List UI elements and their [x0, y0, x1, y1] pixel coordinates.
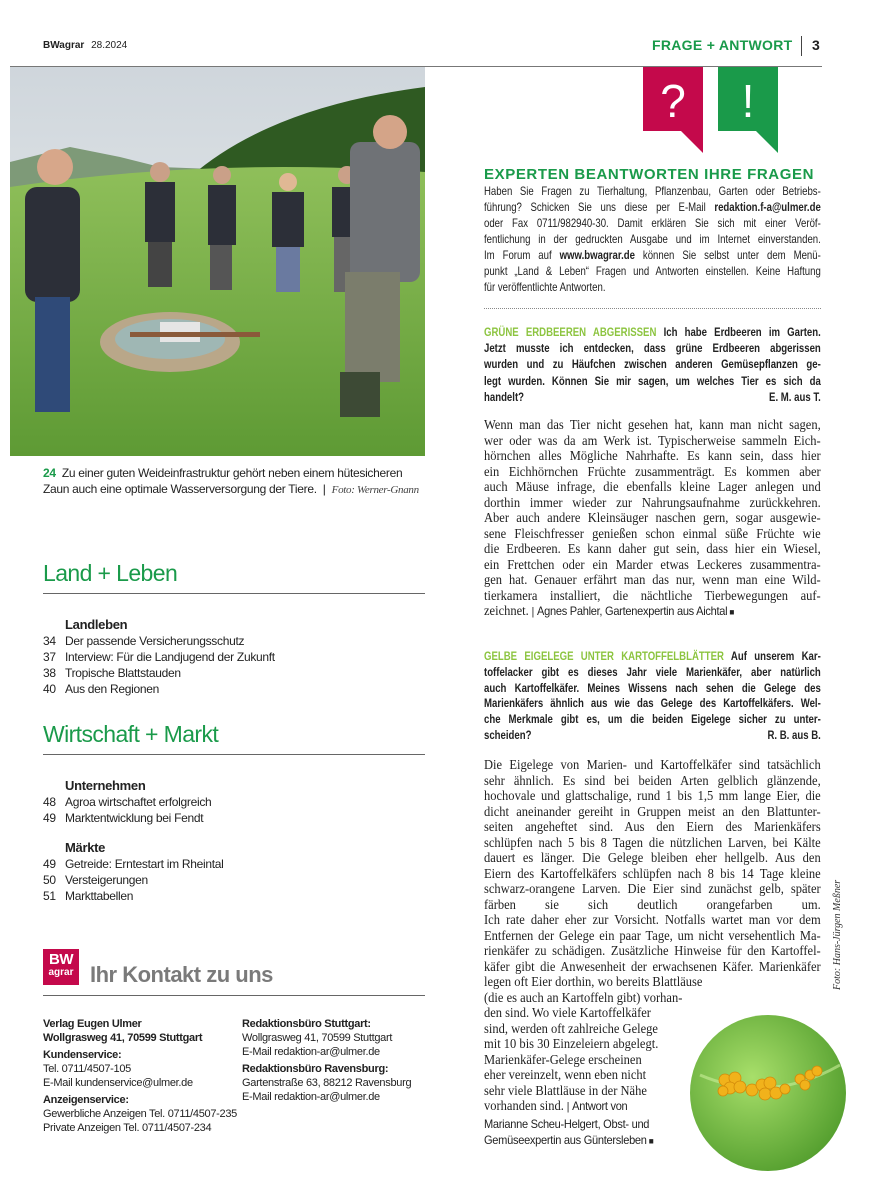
- toc-item[interactable]: [43, 633, 425, 649]
- contact-col-right: [242, 1017, 411, 1104]
- contact-col-left: [43, 1017, 237, 1135]
- intro-link[interactable]: www.bwagrar.de: [559, 248, 635, 262]
- contact-title: Ihr Kontakt zu uns: [90, 962, 273, 987]
- toc-section-title: Land + Leben: [43, 560, 178, 586]
- question-text: che Merkmale gibt es, um die beiden Eigelege sicher zu unter-: [484, 712, 821, 727]
- kundenservice-mail[interactable]: E-Mail kundenservice@ulmer.de: [43, 1077, 193, 1089]
- toc-section-rule: [43, 593, 425, 594]
- experts-heading: EXPERTEN BEANTWORTEN IHRE FRAGEN: [484, 166, 815, 183]
- toc-item-label: Interview: Für die Landjugend der Zukunft: [65, 650, 275, 664]
- text-line: den sind. Wo viele Kartoffelkäfer: [484, 1005, 651, 1020]
- text-line: [484, 681, 821, 697]
- answer-1: [484, 417, 821, 621]
- separator: |: [563, 1101, 573, 1113]
- text-line: gen hat. Genauer erfährt man das nur, wenn man eine Wild-: [484, 572, 821, 587]
- question-text: legt wurden. Können Sie mir sagen, um welches Tier es sich da: [484, 373, 821, 388]
- text-line: Eiern des Kartoffelkäfers schlüpfen nach 8 bis 14 Tage kleine: [484, 865, 821, 881]
- text-line: vorhanden sind. | Antwort von: [484, 1098, 628, 1113]
- intro-text: Im Forum auf: [484, 248, 560, 262]
- toc-page-number: 50: [43, 873, 56, 887]
- question-text: handelt?: [484, 389, 524, 404]
- intro-text: können Sie selbst unter dem Menü-: [634, 248, 821, 262]
- text-line: [484, 340, 821, 356]
- toc-item[interactable]: [43, 649, 425, 665]
- text-line: Wenn man das Tier nicht gesehen hat, kann man nicht sagen,: [484, 417, 821, 432]
- toc-item-label: Versteigerungen: [65, 873, 148, 887]
- toc-page-number: 40: [43, 682, 56, 696]
- text-line: (die es auch an Kartoffeln gibt) vorhan-: [484, 989, 683, 1005]
- text-line: hochovale und glattschalige, rund 1 bis 1,5 mm lange Eier, die: [484, 788, 821, 803]
- toc-page-number: 38: [43, 666, 56, 680]
- toc-item[interactable]: [43, 681, 425, 697]
- text-line: [484, 231, 821, 247]
- kundenservice-tel: Tel. 0711/4507-105: [43, 1063, 131, 1075]
- toc-item-label: Tropische Blattstauden: [65, 666, 181, 680]
- text-line: mit 10 bis 30 Einzeleiern abgelegt.: [484, 1036, 659, 1051]
- text-line: die Erdbeeren. Es kann daher gut sein, dass hier ein Wiesel,: [484, 541, 821, 556]
- text-line: schwarz-orangene Larven. Die Eier sind zunächst gelb, später: [484, 881, 821, 896]
- text-line: [484, 215, 821, 231]
- toc-group-heading: Unternehmen: [65, 778, 146, 793]
- text-line: Die Eigelege von Marien- und Kartoffelkäfer sind tatsächlich: [484, 757, 821, 772]
- text-line: wer oder was da am Werk ist. Typischerweise sammeln Eich-: [484, 432, 821, 448]
- separator: |: [528, 606, 538, 618]
- text-line: [484, 279, 821, 295]
- question-text: Jetzt musste ich entdecken, dass grüne Erdbeeren abgerissen: [484, 341, 821, 356]
- egg-photo-credit: Foto: Hans-Jürgen Meßner: [832, 879, 843, 990]
- publisher-address: Wollgrasweg 41, 70599 Stuttgart: [43, 1032, 203, 1044]
- question-2: [484, 649, 821, 744]
- question-text: Ich habe Erdbeeren im Garten.: [656, 325, 821, 339]
- table-of-contents: [43, 560, 425, 904]
- text-line: dorthin immer wieder zur Nahrungsaufnahme zurückkehren.: [484, 494, 821, 510]
- text-line: seiten angeheftet sind. Aus den Eiern des Marienkäfers: [484, 819, 821, 834]
- text-line: sehr ähnlich. Es sind bei beiden Arten gelblich glänzende,: [484, 772, 821, 788]
- caption-number: 24: [43, 466, 56, 480]
- logo-bw: BW: [49, 951, 73, 968]
- toc-section-title: Wirtschaft + Markt: [43, 721, 219, 747]
- pasture-photo: [10, 67, 425, 456]
- toc-page-number: 48: [43, 795, 56, 809]
- text-line: käfer gibt die Anwesenheit der erwachsenen Käfer. Marienkäfer: [484, 958, 821, 974]
- anzeigen-gewerblich: Gewerbliche Anzeigen Tel. 0711/4507-235: [43, 1108, 237, 1120]
- exclamation-bubble-icon: [718, 67, 780, 153]
- text-line: Marienkäfer-Gelege erscheinen: [484, 1051, 642, 1067]
- toc-page-number: 34: [43, 634, 56, 648]
- text-line: rienkäfer zu schädigen. Zusätzliche Hinweise für den Kartoffel-: [484, 943, 821, 958]
- experts-intro: [484, 183, 821, 295]
- text-line: [484, 356, 821, 372]
- asker: E. M. aus T.: [769, 389, 821, 404]
- bwagrar-logo: [43, 949, 79, 985]
- intro-text: führung? Schicken Sie uns diese per E-Mail: [484, 200, 715, 214]
- question-text: Auf unserem Kar-: [723, 649, 821, 663]
- toc-page-number: 49: [43, 811, 56, 825]
- stuttgart-address: Wollgrasweg 41, 70599 Stuttgart: [242, 1032, 393, 1044]
- text-line: hörnchen alles Mögliche Nahrhafte. Es kann sein, dass hier: [484, 448, 821, 463]
- intro-text: für veröffentlichte Antworten.: [484, 280, 606, 294]
- toc-item[interactable]: [43, 794, 425, 810]
- answer-signature: Gemüseexpertin aus Güntersleben: [484, 1133, 647, 1147]
- text-line: tierkamera installiert, die nächtliche Tierbewegungen auf-: [484, 587, 821, 603]
- toc-item-label: Getreide: Erntestart im Rheintal: [65, 857, 224, 871]
- toc-page-number: 49: [43, 857, 56, 871]
- question-text: toffelacker gibt es dieses Jahr viele Marienkäfer, aber natürlich: [484, 664, 821, 679]
- text-line: zeichnet. | Agnes Pahler, Gartenexpertin aus Aichtal ■: [484, 603, 735, 618]
- text-line: [484, 728, 821, 744]
- ravensburg-address: Gartenstraße 63, 88212 Ravensburg: [242, 1077, 412, 1089]
- text-line: ein Frettchen oder ein Marder etwas Leckeres zusammentra-: [484, 556, 821, 572]
- logo-agrar: agrar: [48, 967, 74, 978]
- photo-credit: Foto: Werner-Gnann: [331, 484, 419, 496]
- dotted-divider: [484, 308, 821, 309]
- text-line: [484, 665, 821, 681]
- toc-section-rule: [43, 754, 425, 755]
- text-line: dicht aneinander gereiht in Gruppen meist an den Blattunter-: [484, 803, 821, 819]
- asker: R. B. aus B.: [767, 727, 821, 742]
- question-topic: GRÜNE ERDBEEREN ABGERISSEN: [484, 325, 657, 339]
- question-text: auch Kartoffelkäfer. Meines Wissens nach sehen die Gelege des: [484, 680, 821, 695]
- section-label: FRAGE + ANTWORT: [652, 37, 793, 53]
- intro-text: punkt „Land & Leben“ Fragen und Antworten einstellen. Keine Haftung: [484, 264, 821, 278]
- photo-caption: 24 Zu einer guten Weideinfrastruktur gehört neben einem hütesicheren Zaun auch eine optimale Wasserversorgung der Tiere. | Foto: Werner-Gnann: [43, 466, 419, 496]
- toc-item[interactable]: [43, 888, 425, 904]
- question-text: Marienkäfers ähnlich aus wie das Gelege des Kartoffelkäfers. Wel-: [484, 696, 821, 711]
- toc-item[interactable]: [43, 665, 425, 681]
- intro-link[interactable]: redaktion.f-a@ulmer.de: [714, 200, 821, 214]
- caption-text: Zu einer guten Weideinfrastruktur gehört neben einem hütesicheren Zaun auch eine optimale Wasserversorgung der Tiere.: [43, 466, 403, 496]
- text-line: Entfernen der Gelege ein paar Tage, um nicht versehentlich Ma-: [484, 927, 821, 943]
- text-line: sind, werden oft zahlreiche Gelege: [484, 1020, 658, 1036]
- contact-rule: [43, 995, 425, 996]
- anzeigen-privat: Private Anzeigen Tel. 0711/4507-234: [43, 1122, 212, 1134]
- text-line: [484, 324, 821, 340]
- text-line: [484, 712, 821, 728]
- answer-signature: Marianne Scheu-Helgert, Obst- und: [484, 1116, 650, 1131]
- toc-item-label: Markttabellen: [65, 889, 134, 903]
- question-1: [484, 324, 821, 405]
- text-line: [484, 649, 821, 665]
- toc-page-number: 51: [43, 889, 56, 903]
- intro-text: fentlichung in der gedruckten Ausgabe und im Internet einverstanden.: [484, 232, 821, 246]
- header-divider: [801, 36, 802, 56]
- answer-signature: Agnes Pahler, Gartenexpertin aus Aichtal: [537, 604, 728, 618]
- question-text: scheiden?: [484, 727, 532, 742]
- ravensburg-mail[interactable]: E-Mail redaktion-ar@ulmer.de: [242, 1091, 380, 1103]
- toc-item-label: Agroa wirtschaftet erfolgreich: [65, 795, 212, 809]
- text-line: [484, 199, 821, 215]
- text-line: auch Mäuse infrage, die ebenfalls kleine Lager anlegen und: [484, 479, 821, 494]
- text-line: ein Eichhörnchen Früchte zusammenträgt. Es kommen aber: [484, 463, 821, 479]
- text-line: sehr viele Blattläuse in der Nähe: [484, 1082, 647, 1098]
- text-line: [484, 373, 821, 389]
- egg-clutch-photo: [690, 1015, 846, 1171]
- question-topic: GELBE EIGELEGE UNTER KARTOFFELBLÄTTER: [484, 649, 724, 663]
- toc-group-heading: Märkte: [65, 840, 106, 855]
- stuttgart-label: Redaktionsbüro Stuttgart:: [242, 1018, 371, 1030]
- text-line: legen oft Eier dorthin, wo bereits Blattläuse: [484, 974, 703, 989]
- end-mark-icon: ■: [646, 1136, 654, 1146]
- toc-group-heading: Landleben: [65, 617, 128, 632]
- text-line: schlüpfen nach 5 bis 8 Tagen die nützlichen Larven, bei Kälte: [484, 834, 821, 850]
- text-line: eher vereinzelt, wenn eben nicht: [484, 1067, 647, 1082]
- question-bubble-icon: [643, 67, 705, 153]
- toc-page-number: 37: [43, 650, 56, 664]
- toc-item-label: Marktentwicklung bei Fendt: [65, 811, 204, 825]
- toc-item[interactable]: [43, 810, 425, 826]
- toc-item[interactable]: [43, 872, 425, 888]
- text-line: [484, 247, 821, 263]
- text-line: [484, 183, 821, 199]
- exclamation-mark: !: [741, 75, 755, 127]
- text-line: Ich rate daher eher zur Vorsicht. Notfalls wartet man vor dem: [484, 912, 821, 927]
- question-mark: ?: [660, 75, 686, 127]
- text-line: [484, 696, 821, 712]
- text-line: färben sie sich deutlich orangefarben um.: [484, 896, 821, 912]
- end-mark-icon: ■: [727, 607, 735, 617]
- toc-item-label: Aus den Regionen: [65, 682, 159, 696]
- brand-name: BWagrar: [43, 40, 85, 51]
- intro-text: Haben Sie Fragen zu Tierhaltung, Pflanzenbau, Garten oder Betriebs-: [484, 184, 821, 198]
- toc-item-label: Der passende Versicherungsschutz: [65, 634, 245, 648]
- kundenservice-label: Kundenservice:: [43, 1049, 122, 1061]
- text-line: [484, 389, 821, 405]
- toc-item[interactable]: [43, 856, 425, 872]
- anzeigen-label: Anzeigenservice:: [43, 1094, 129, 1106]
- question-text: wurden und zu Häufchen zwischen anderen Gemüsepflanzen ge-: [484, 357, 821, 372]
- stuttgart-mail[interactable]: E-Mail redaktion-ar@ulmer.de: [242, 1046, 380, 1058]
- answer-signature: Antwort von: [572, 1099, 628, 1113]
- running-head: [43, 40, 127, 51]
- text-line: Aber auch andere Kleinsäuger naschen gern, sogar ausgewie-: [484, 510, 821, 525]
- publisher-name: Verlag Eugen Ulmer: [43, 1018, 142, 1030]
- issue-number: 28.2024: [91, 40, 128, 51]
- text-line: [484, 263, 821, 279]
- text-line: sene Fleischfresser genießen schon einmal süße Früchte wie: [484, 525, 821, 541]
- ravensburg-label: Redaktionsbüro Ravensburg:: [242, 1063, 389, 1075]
- page-number: 3: [812, 37, 820, 53]
- intro-text: oder Fax 0711/982940-30. Damit erklären Sie sich mit einer Veröf-: [484, 216, 821, 230]
- text-line: dauert es länger. Die Gelege bleiben eher hellgelb. Aus den: [484, 850, 821, 865]
